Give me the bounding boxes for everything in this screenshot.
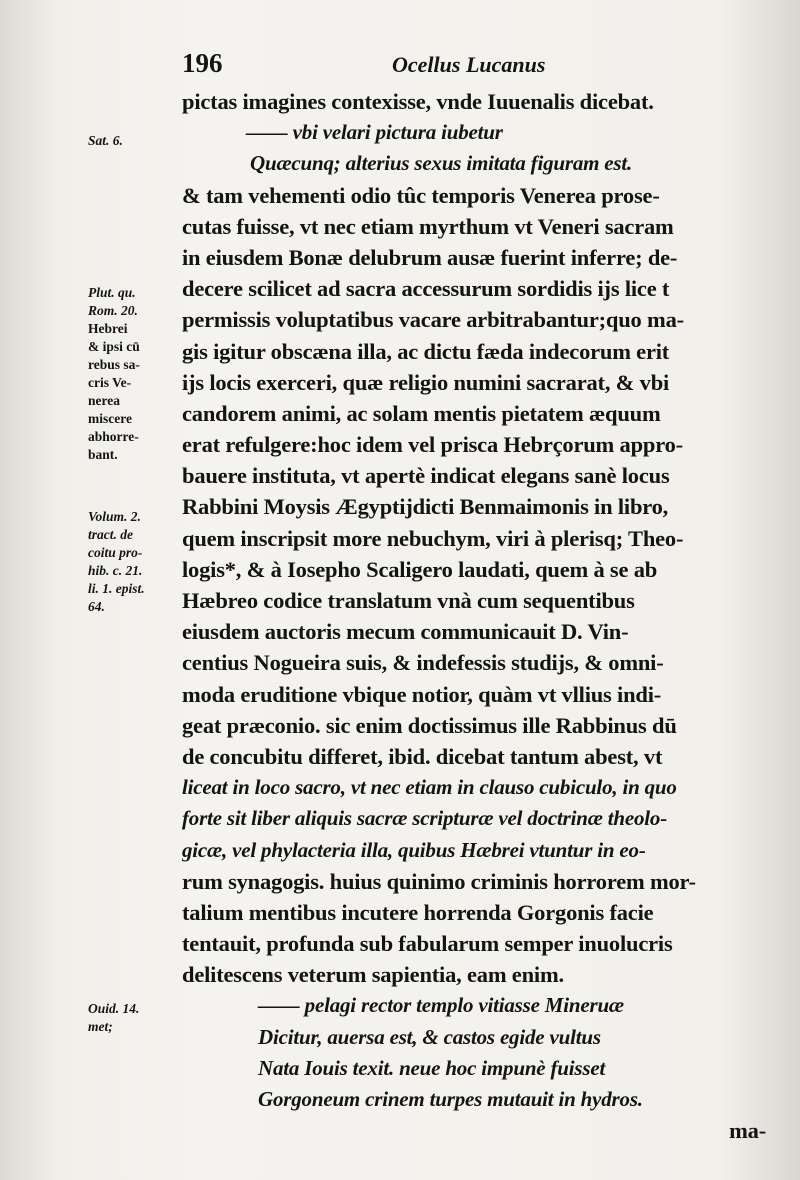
marginal-note-plut (88, 284, 180, 464)
text-line: gis igitur obscæna illa, ac dictu fæda indecorum erit (182, 338, 670, 364)
verse-line: —— pelagi rector templo vitiasse Mineruæ (258, 993, 624, 1018)
text-line: quem inscripsit more nebuchym, viri à plerisq; Theo- (182, 525, 684, 551)
verse-line: Gorgoneum crinem turpes mutauit in hydros. (258, 1087, 643, 1111)
marginal-line: coitu pro- (88, 545, 143, 560)
marginal-line: hib. c. 21. (88, 563, 143, 578)
page-number: 196 (182, 48, 223, 78)
text-line: in eiusdem Bonæ delubrum ausæ fuerint inferre; de- (182, 244, 678, 270)
text-line: talium mentibus incutere horrenda Gorgonis facie (182, 899, 654, 925)
text-line: forte sit liber aliquis sacræ scripturæ vel doctrinæ theolo- (182, 806, 668, 831)
text-line: ijs locis exerceri, quæ religio numini sacrarat, & vbi (182, 369, 670, 395)
marginal-line: Plut. qu. (88, 285, 136, 300)
marginal-line: Hebrei (88, 321, 128, 336)
marginal-line: met; (88, 1019, 113, 1034)
marginal-line: Ouid. 14. (88, 1001, 140, 1016)
text-line: permissis voluptatibus vacare arbitrabantur;quo ma- (182, 307, 684, 333)
text-line: Hæbreo codice translatum vnà cum sequentibus (182, 588, 635, 613)
marginal-line: cris Ve- (88, 375, 132, 390)
marginal-note-volum (88, 508, 180, 616)
marginal-line: abhorre- (88, 429, 139, 444)
text-line: moda eruditione vbique notior, quàm vt vllius indi- (182, 681, 662, 707)
marginal-line: tract. de (88, 527, 133, 542)
marginal-line: nerea (88, 393, 120, 408)
verse-line: Quæcunq; alterius sexus imitata figuram est. (250, 151, 633, 176)
page-header (182, 48, 772, 84)
text-line: pictas imagines contexisse, vnde Iuuenalis dicebat. (182, 89, 654, 114)
marginal-line: miscere (88, 411, 132, 426)
text-line: eiusdem auctoris mecum communicauit D. Vin- (182, 619, 629, 645)
body-text (182, 86, 772, 1146)
marginal-line: li. 1. epist. (88, 581, 145, 596)
marginal-note-sat (88, 132, 180, 150)
text-line: Rabbini Moysis Ægyptijdicti Benmaimonis in libro, (182, 494, 669, 520)
text-line: cutas fuisse, vt nec etiam myrthum vt Veneri sacram (182, 213, 674, 239)
text-line: decere scilicet ad sacra accessurum sordidis ijs lice t (182, 276, 670, 302)
marginal-line: Rom. 20. (88, 303, 138, 318)
marginal-line: & ipsi cū (88, 339, 140, 354)
marginal-line: Sat. 6. (88, 133, 123, 148)
verse-line: —— vbi velari pictura iubetur (246, 120, 503, 145)
marginal-line: 64. (88, 599, 105, 614)
text-line: candorem animi, ac solam mentis pietatem æquum (182, 400, 661, 426)
text-line: gicæ, vel phylacteria illa, quibus Hæbrei vtuntur in eo- (182, 837, 646, 862)
running-head: Ocellus Lucanus (392, 52, 546, 77)
text-line: logis*, & à Iosepho Scaligero laudati, quem à se ab (182, 556, 658, 582)
verse-line: Nata Iouis texit. neue hoc impunè fuisset (258, 1055, 606, 1080)
marginal-line: bant. (88, 447, 118, 462)
text-line: geat præconio. sic enim doctissimus ille Rabbinus dū (182, 712, 677, 738)
text-line: de concubitu differet, ibid. dicebat tantum abest, vt (182, 743, 663, 769)
text-line: liceat in loco sacro, vt nec etiam in clauso cubiculo, in quo (182, 775, 677, 800)
text-line: bauere instituta, vt apertè indicat elegans sanè locus (182, 463, 670, 489)
marginal-note-ouid (88, 1000, 180, 1036)
verse-line: Dicitur, auersa est, & castos egide vultus (258, 1024, 601, 1049)
text-line: erat refulgere:hoc idem vel prisca Hebrçorum appro- (182, 432, 683, 458)
catchword: ma- (729, 1118, 766, 1144)
text-line: rum synagogis. huius quinimo criminis horrorem mor- (182, 868, 696, 894)
marginal-line: rebus sa- (88, 357, 140, 372)
text-line: & tam vehementi odio tûc temporis Venerea prose- (182, 182, 660, 208)
text-line: delitescens veterum sapientia, eam enim. (182, 962, 564, 988)
text-line: tentauit, profunda sub fabularum semper inuolucris (182, 931, 673, 957)
marginal-line: Volum. 2. (88, 509, 141, 524)
text-line: centius Nogueira suis, & indefessis studijs, & omni- (182, 650, 664, 676)
